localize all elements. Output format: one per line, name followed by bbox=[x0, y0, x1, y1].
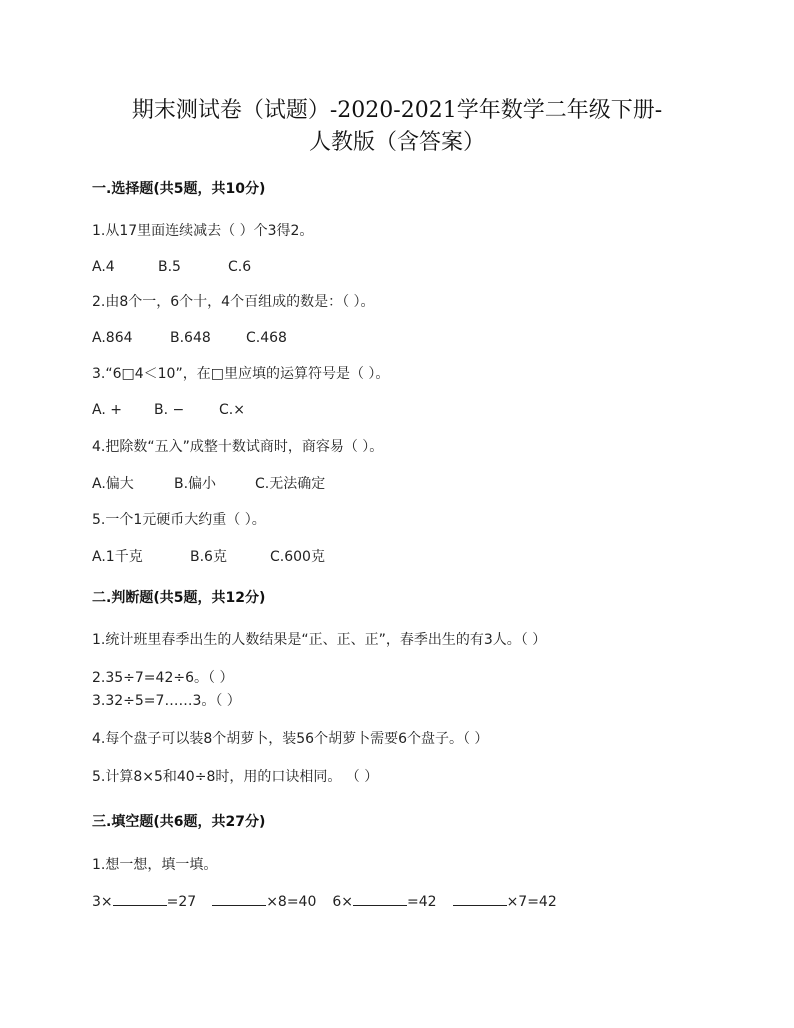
choice-question-5: 5.一个1元硬币大约重（ ）。 bbox=[92, 512, 266, 528]
option-a: A. + bbox=[92, 402, 122, 418]
option-a: A.偏大 bbox=[92, 476, 134, 492]
option-c: C.6 bbox=[228, 259, 252, 275]
choice-options-4 bbox=[92, 474, 325, 494]
judge-question-2: 2.35÷7=42÷6。（ ） bbox=[92, 670, 234, 686]
option-b: B. − bbox=[154, 402, 185, 418]
answer-blank[interactable] bbox=[113, 891, 167, 906]
choice-options-5 bbox=[92, 547, 325, 567]
fill-item-4: ×7=42 bbox=[453, 891, 557, 912]
judge-question-3: 3.32÷5=7……3。（ ） bbox=[92, 693, 241, 709]
option-a: A.864 bbox=[92, 330, 133, 346]
judge-question-5: 5.计算8×5和40÷8时，用的口诀相同。 （ ） bbox=[92, 769, 379, 785]
choice-question-4: 4.把除数“五入”成整十数试商时，商容易（ ）。 bbox=[92, 439, 384, 455]
judge-question-1: 1.统计班里春季出生的人数结果是“正、正、正”，春季出生的有3人。（ ） bbox=[92, 632, 547, 648]
judge-question-4: 4.每个盘子可以装8个胡萝卜，装56个胡萝卜需要6个盘子。（ ） bbox=[92, 731, 489, 747]
choice-options-2 bbox=[92, 328, 287, 348]
fill-item-1: 3× =27 bbox=[92, 891, 196, 912]
option-a: A.4 bbox=[92, 259, 115, 275]
option-b: B.648 bbox=[170, 330, 211, 346]
answer-blank[interactable] bbox=[453, 891, 507, 906]
section-heading-fill: 三.填空题(共6题，共27分) bbox=[92, 814, 266, 830]
choice-question-1: 1.从17里面连续减去（ ）个3得2。 bbox=[92, 223, 314, 239]
doc-title-line2: 人教版（含答案） bbox=[308, 130, 485, 155]
choice-question-3: 3.“6□4＜10”，在□里应填的运算符号是（ ）。 bbox=[92, 366, 390, 382]
choice-question-2: 2.由8个一，6个十，4个百组成的数是：（ ）。 bbox=[92, 294, 375, 310]
option-c: C.600克 bbox=[270, 549, 325, 565]
choice-options-3 bbox=[92, 400, 245, 420]
option-b: B.6克 bbox=[190, 549, 227, 565]
doc-title-line1: 期末测试卷（试题）-2020-2021学年数学二年级下册- bbox=[131, 98, 663, 123]
option-c: C.无法确定 bbox=[255, 476, 326, 492]
fill-item-3: 6× =42 bbox=[332, 891, 436, 912]
answer-blank[interactable] bbox=[212, 891, 266, 906]
option-b: B.5 bbox=[158, 259, 181, 275]
option-c: C.468 bbox=[246, 330, 287, 346]
fill-item-2: ×8=40 bbox=[212, 891, 316, 912]
fill-question-1: 1.想一想，填一填。 bbox=[92, 857, 218, 873]
choice-options-1 bbox=[92, 257, 251, 277]
option-a: A.1千克 bbox=[92, 549, 143, 565]
section-heading-choice: 一.选择题(共5题，共10分) bbox=[92, 181, 266, 197]
option-b: B.偏小 bbox=[174, 476, 217, 492]
section-heading-judge: 二.判断题(共5题，共12分) bbox=[92, 590, 266, 606]
fill-blank-row bbox=[92, 891, 557, 912]
option-c: C.× bbox=[219, 402, 245, 418]
answer-blank[interactable] bbox=[353, 891, 407, 906]
